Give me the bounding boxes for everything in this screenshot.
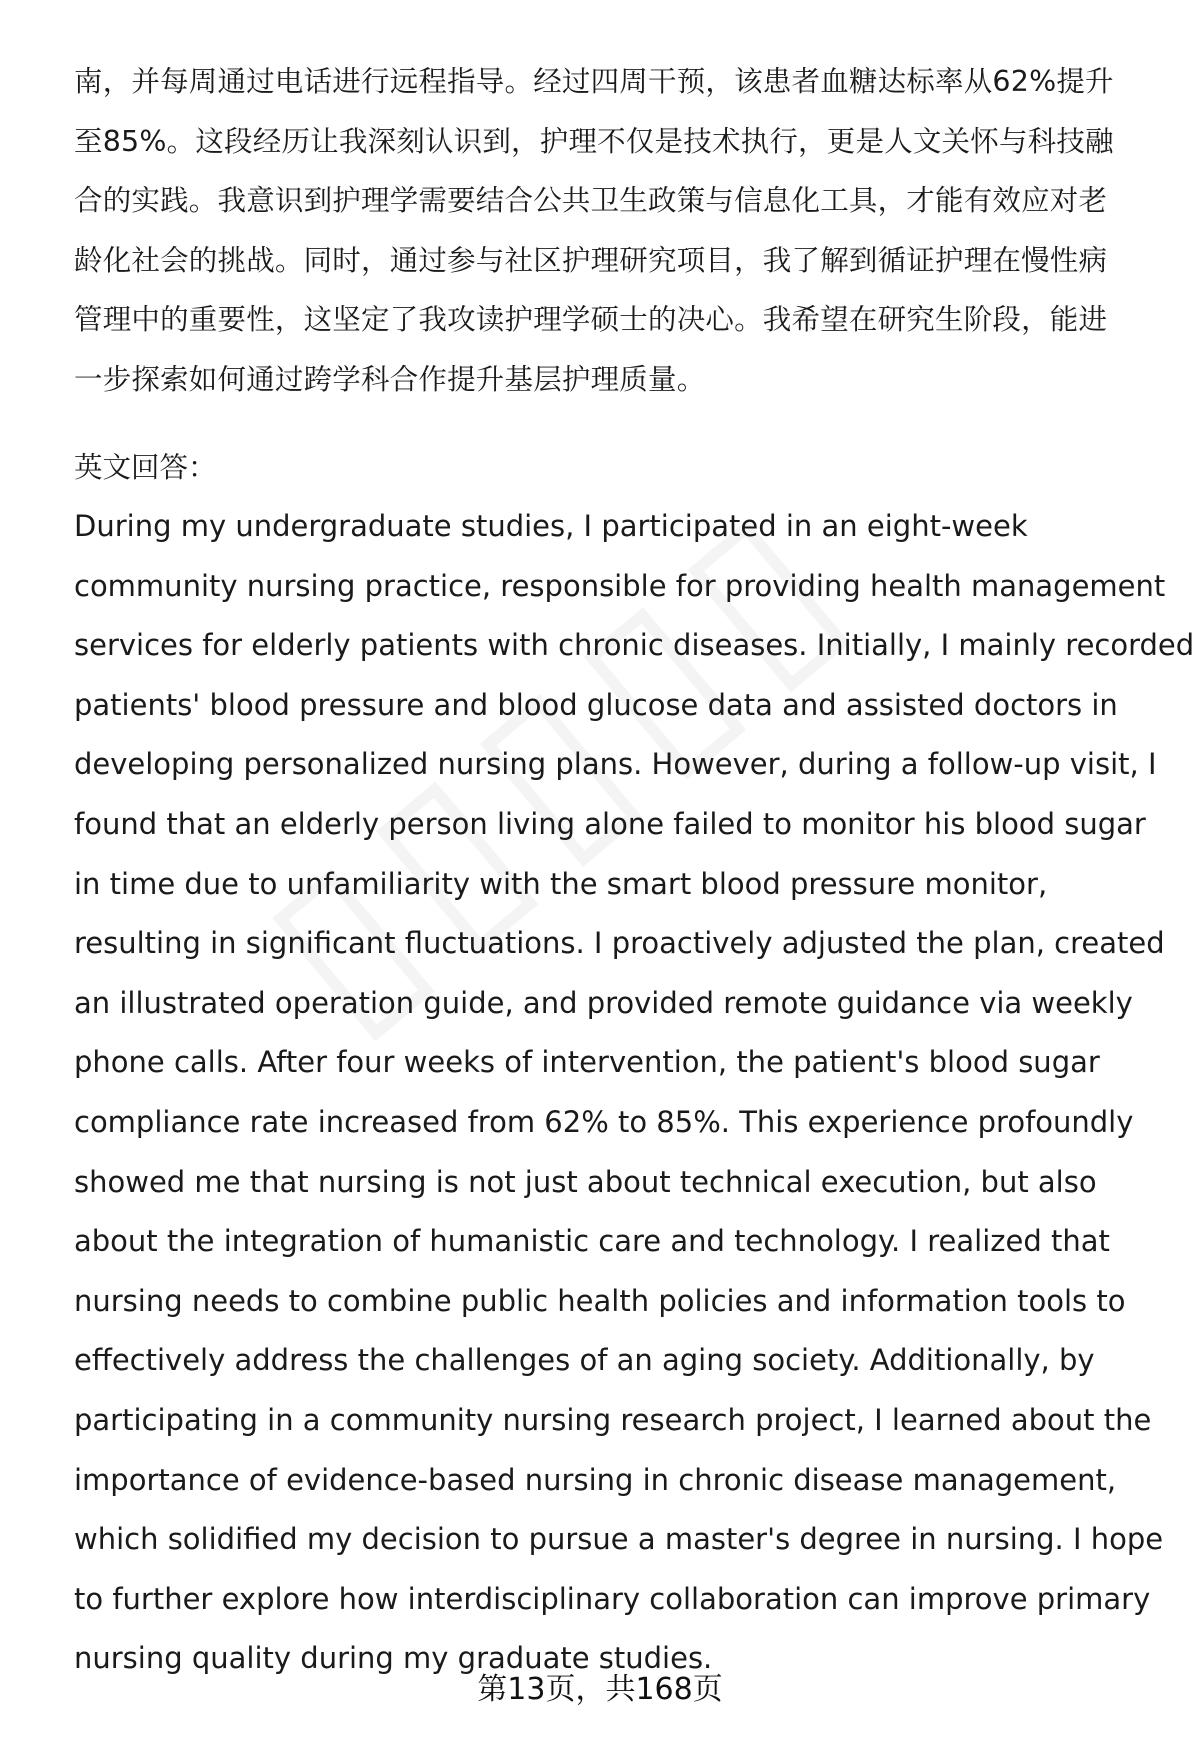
- paragraph-line: showed me that nursing is not just about technical execution, but also: [74, 1164, 1097, 1199]
- paragraph-line: 至85%。这段经历让我深刻认识到，护理不仅是技术执行，更是人文关怀与科技融: [74, 124, 1114, 158]
- paragraph-line: effectively address the challenges of an aging society. Additionally, by: [74, 1343, 1095, 1378]
- paragraph-line: 管理中的重要性，这坚定了我攻读护理学硕士的决心。我希望在研究生阶段，能进: [74, 303, 1108, 336]
- paragraph-line: compliance rate increased from 62% to 85%. This experience profoundly: [74, 1104, 1134, 1139]
- paragraph-line: During my undergraduate studies, I participated in an eight-week: [74, 509, 1028, 543]
- paragraph-line: 一步探索如何通过跨学科合作提升基层护理质量。: [74, 362, 706, 396]
- paragraph-line: patients' blood pressure and blood glucose data and assisted doctors in: [74, 687, 1118, 722]
- chinese-paragraph: [74, 52, 1154, 409]
- paragraph-line: 合的实践。我意识到护理学需要结合公共卫生政策与信息化工具，才能有效应对老: [74, 184, 1108, 217]
- paragraph-line: services for elderly patients with chronic diseases. Initially, I mainly recorded: [74, 628, 1195, 663]
- paragraph-line: phone calls. After four weeks of intervention, the patient's blood sugar: [74, 1045, 1100, 1080]
- paragraph-line: in time due to unfamiliarity with the smart blood pressure monitor,: [74, 866, 1048, 901]
- paragraph-line: 南，并每周通过电话进行远程指导。经过四周干预，该患者血糖达标率从62%提升: [74, 65, 1114, 98]
- paragraph-line: resulting in significant fluctuations. I proactively adjusted the plan, created: [74, 926, 1165, 961]
- english-paragraph: [74, 497, 1195, 1689]
- paragraph-line: participating in a community nursing research project, I learned about the: [74, 1402, 1152, 1437]
- english-answer-label: 英文回答：: [74, 451, 217, 484]
- paragraph-line: about the integration of humanistic care and technology. I realized that: [74, 1224, 1110, 1259]
- paragraph-line: developing personalized nursing plans. However, during a follow-up visit, I: [74, 747, 1157, 782]
- paragraph-line: which solidified my decision to pursue a master's degree in nursing. I hope: [74, 1522, 1164, 1557]
- paragraph-line: nursing needs to combine public health policies and information tools to: [74, 1283, 1126, 1318]
- paragraph-line: an illustrated operation guide, and provided remote guidance via weekly: [74, 985, 1133, 1020]
- paragraph-line: nursing quality during my graduate studies.: [74, 1641, 713, 1676]
- page-number: 第13页，共168页: [477, 1672, 723, 1707]
- paragraph-line: 龄化社会的挑战。同时，通过参与社区护理研究项目，我了解到循证护理在慢性病: [74, 243, 1108, 277]
- paragraph-line: to further explore how interdisciplinary collaboration can improve primary: [74, 1581, 1151, 1616]
- paragraph-line: found that an elderly person living alone failed to monitor his blood sugar: [74, 806, 1146, 841]
- paragraph-line: importance of evidence-based nursing in chronic disease management,: [74, 1462, 1117, 1497]
- paragraph-line: community nursing practice, responsible for providing health management: [74, 568, 1166, 603]
